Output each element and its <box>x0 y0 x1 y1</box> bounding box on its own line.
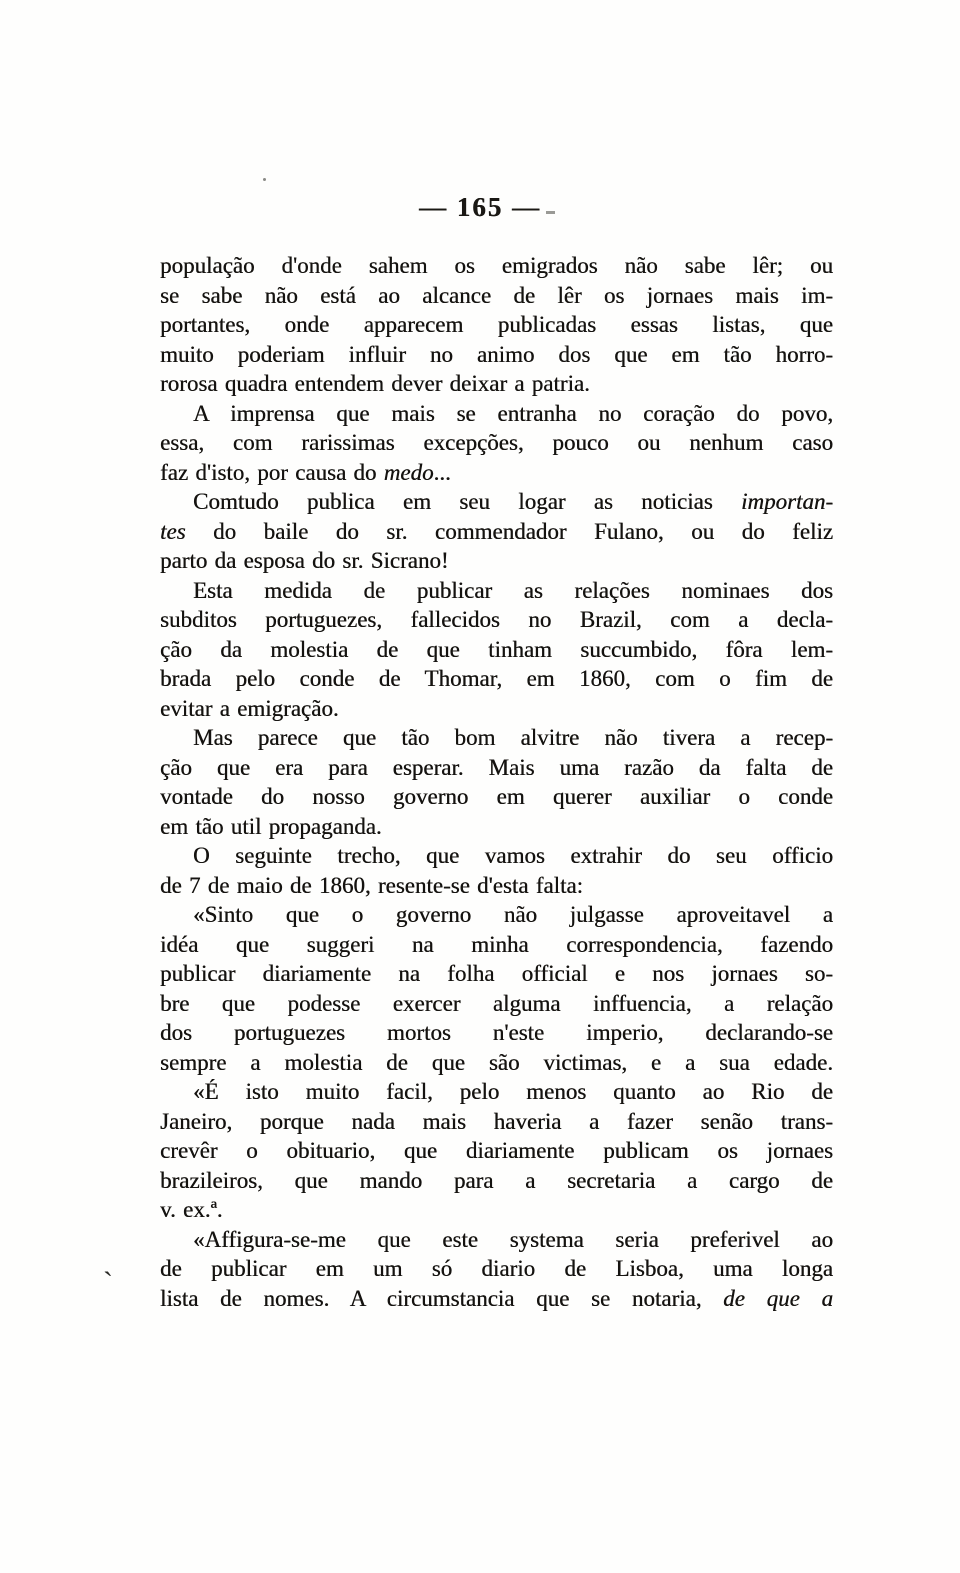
text-segment: ção da molestia de que tinham succumbido, fôra lem- <box>160 636 833 662</box>
text-segment: crevêr o obituario, que diariamente publicam os jornaes <box>160 1138 833 1163</box>
text-segment: rorosa quadra entendem dever deixar a patria. <box>160 371 590 396</box>
text-line <box>160 664 833 694</box>
text-segment: de 7 de maio de 1860, resente-se d'esta falta: <box>160 872 583 898</box>
text-line <box>160 281 833 311</box>
text-segment: ... <box>433 459 451 485</box>
text-segment: muito poderiam influir no animo dos que em tão horro- <box>160 341 833 367</box>
italic-text-segment: medo <box>383 459 434 485</box>
text-line <box>160 1254 833 1284</box>
text-segment: v. ex.ª. <box>160 1197 223 1222</box>
text-segment: portantes, onde apparecem publicadas essas listas, que <box>160 312 833 337</box>
text-line <box>160 369 833 399</box>
text-segment: brazileiros, que mando para a secretaria a cargo de <box>160 1167 833 1193</box>
page-number <box>0 192 960 223</box>
text-line <box>160 1107 833 1137</box>
text-line <box>160 694 833 724</box>
text-line <box>160 871 833 901</box>
text-segment: essa, com rarissimas excepções, pouco ou nenhum caso <box>160 430 833 455</box>
text-segment: Comtudo publica em seu logar as noticias <box>193 489 741 514</box>
text-line <box>160 1195 833 1225</box>
text-segment: idéa que suggeri na minha correspondencia, fazendo <box>160 931 833 957</box>
text-segment: de publicar em um só diario de Lisboa, uma longa <box>160 1256 833 1281</box>
text-segment: faz d'isto, por causa do <box>160 459 384 485</box>
text-line <box>160 576 833 606</box>
text-segment: evitar a emigração. <box>160 695 339 721</box>
text-block <box>160 251 833 1313</box>
text-segment: população d'onde sahem os emigrados não sabe lêr; ou <box>160 253 833 278</box>
text-line <box>160 1284 833 1314</box>
text-line <box>160 517 833 547</box>
text-segment: «Sinto que o governo não julgasse aproveitavel a <box>193 902 833 927</box>
text-line <box>160 1166 833 1196</box>
text-segment: vontade do nosso governo em querer auxiliar o conde <box>160 784 833 809</box>
text-segment: sempre a molestia de que são victimas, e a sua edade. <box>160 1049 833 1075</box>
italic-text-segment: importan- <box>741 489 833 514</box>
text-segment: O seguinte trecho, que vamos extrahir do seu officio <box>193 843 833 868</box>
text-line <box>160 635 833 665</box>
text-segment: publicar diariamente na folha official e nos jornaes so- <box>160 961 833 986</box>
text-line <box>160 1136 833 1166</box>
text-segment: Esta medida de publicar as relações nominaes dos <box>193 577 833 603</box>
text-line <box>160 959 833 989</box>
text-line <box>160 782 833 812</box>
text-line <box>160 487 833 517</box>
text-line <box>160 340 833 370</box>
text-line <box>160 989 833 1019</box>
text-line <box>160 458 833 488</box>
scan-artifact-mark: ` <box>103 1266 113 1299</box>
text-line <box>160 753 833 783</box>
text-line <box>160 399 833 429</box>
text-segment: ção que era para esperar. Mais uma razão da falta de <box>160 754 833 780</box>
text-line <box>160 900 833 930</box>
text-segment: parto da esposa do sr. Sicrano! <box>160 548 449 573</box>
text-segment: A imprensa que mais se entranha no coração do povo, <box>193 400 833 426</box>
text-segment: dos portuguezes mortos n'este imperio, declarando-se <box>160 1020 833 1045</box>
text-segment: do baile do sr. commendador Fulano, ou do feliz <box>185 518 833 544</box>
text-line <box>160 723 833 753</box>
text-line <box>160 428 833 458</box>
text-line <box>160 310 833 340</box>
text-line <box>160 546 833 576</box>
text-segment: bre que podesse exercer alguma inffuencia, a relação <box>160 990 833 1016</box>
text-segment: Janeiro, porque nada mais haveria a fazer senão trans- <box>160 1108 833 1134</box>
text-line <box>160 251 833 281</box>
text-line <box>160 930 833 960</box>
italic-text-segment: de que a <box>723 1285 833 1311</box>
italic-text-segment: tes <box>160 518 186 544</box>
text-line <box>160 1077 833 1107</box>
text-segment: «Affigura-se-me que este systema seria preferivel ao <box>193 1226 833 1252</box>
text-segment: se sabe não está ao alcance de lêr os jornaes mais im- <box>160 282 833 308</box>
text-segment: em tão util propaganda. <box>160 813 382 839</box>
text-line <box>160 1048 833 1078</box>
text-segment: Mas parece que tão bom alvitre não tivera a recep- <box>193 725 833 750</box>
text-line <box>160 841 833 871</box>
text-segment: lista de nomes. A circumstancia que se notaria, <box>160 1285 724 1311</box>
text-line <box>160 1018 833 1048</box>
text-segment: «É isto muito facil, pelo menos quanto ao Rio de <box>193 1079 833 1104</box>
text-segment: brada pelo conde de Thomar, em 1860, com o fim de <box>160 666 833 691</box>
page-number-label: — 165 — <box>419 192 541 222</box>
scan-artifact-mark <box>263 178 266 181</box>
text-line <box>160 605 833 635</box>
text-line <box>160 1225 833 1255</box>
text-line <box>160 812 833 842</box>
text-segment: subditos portuguezes, fallecidos no Brazil, com a decla- <box>160 607 833 632</box>
scan-artifact-mark <box>546 211 555 214</box>
